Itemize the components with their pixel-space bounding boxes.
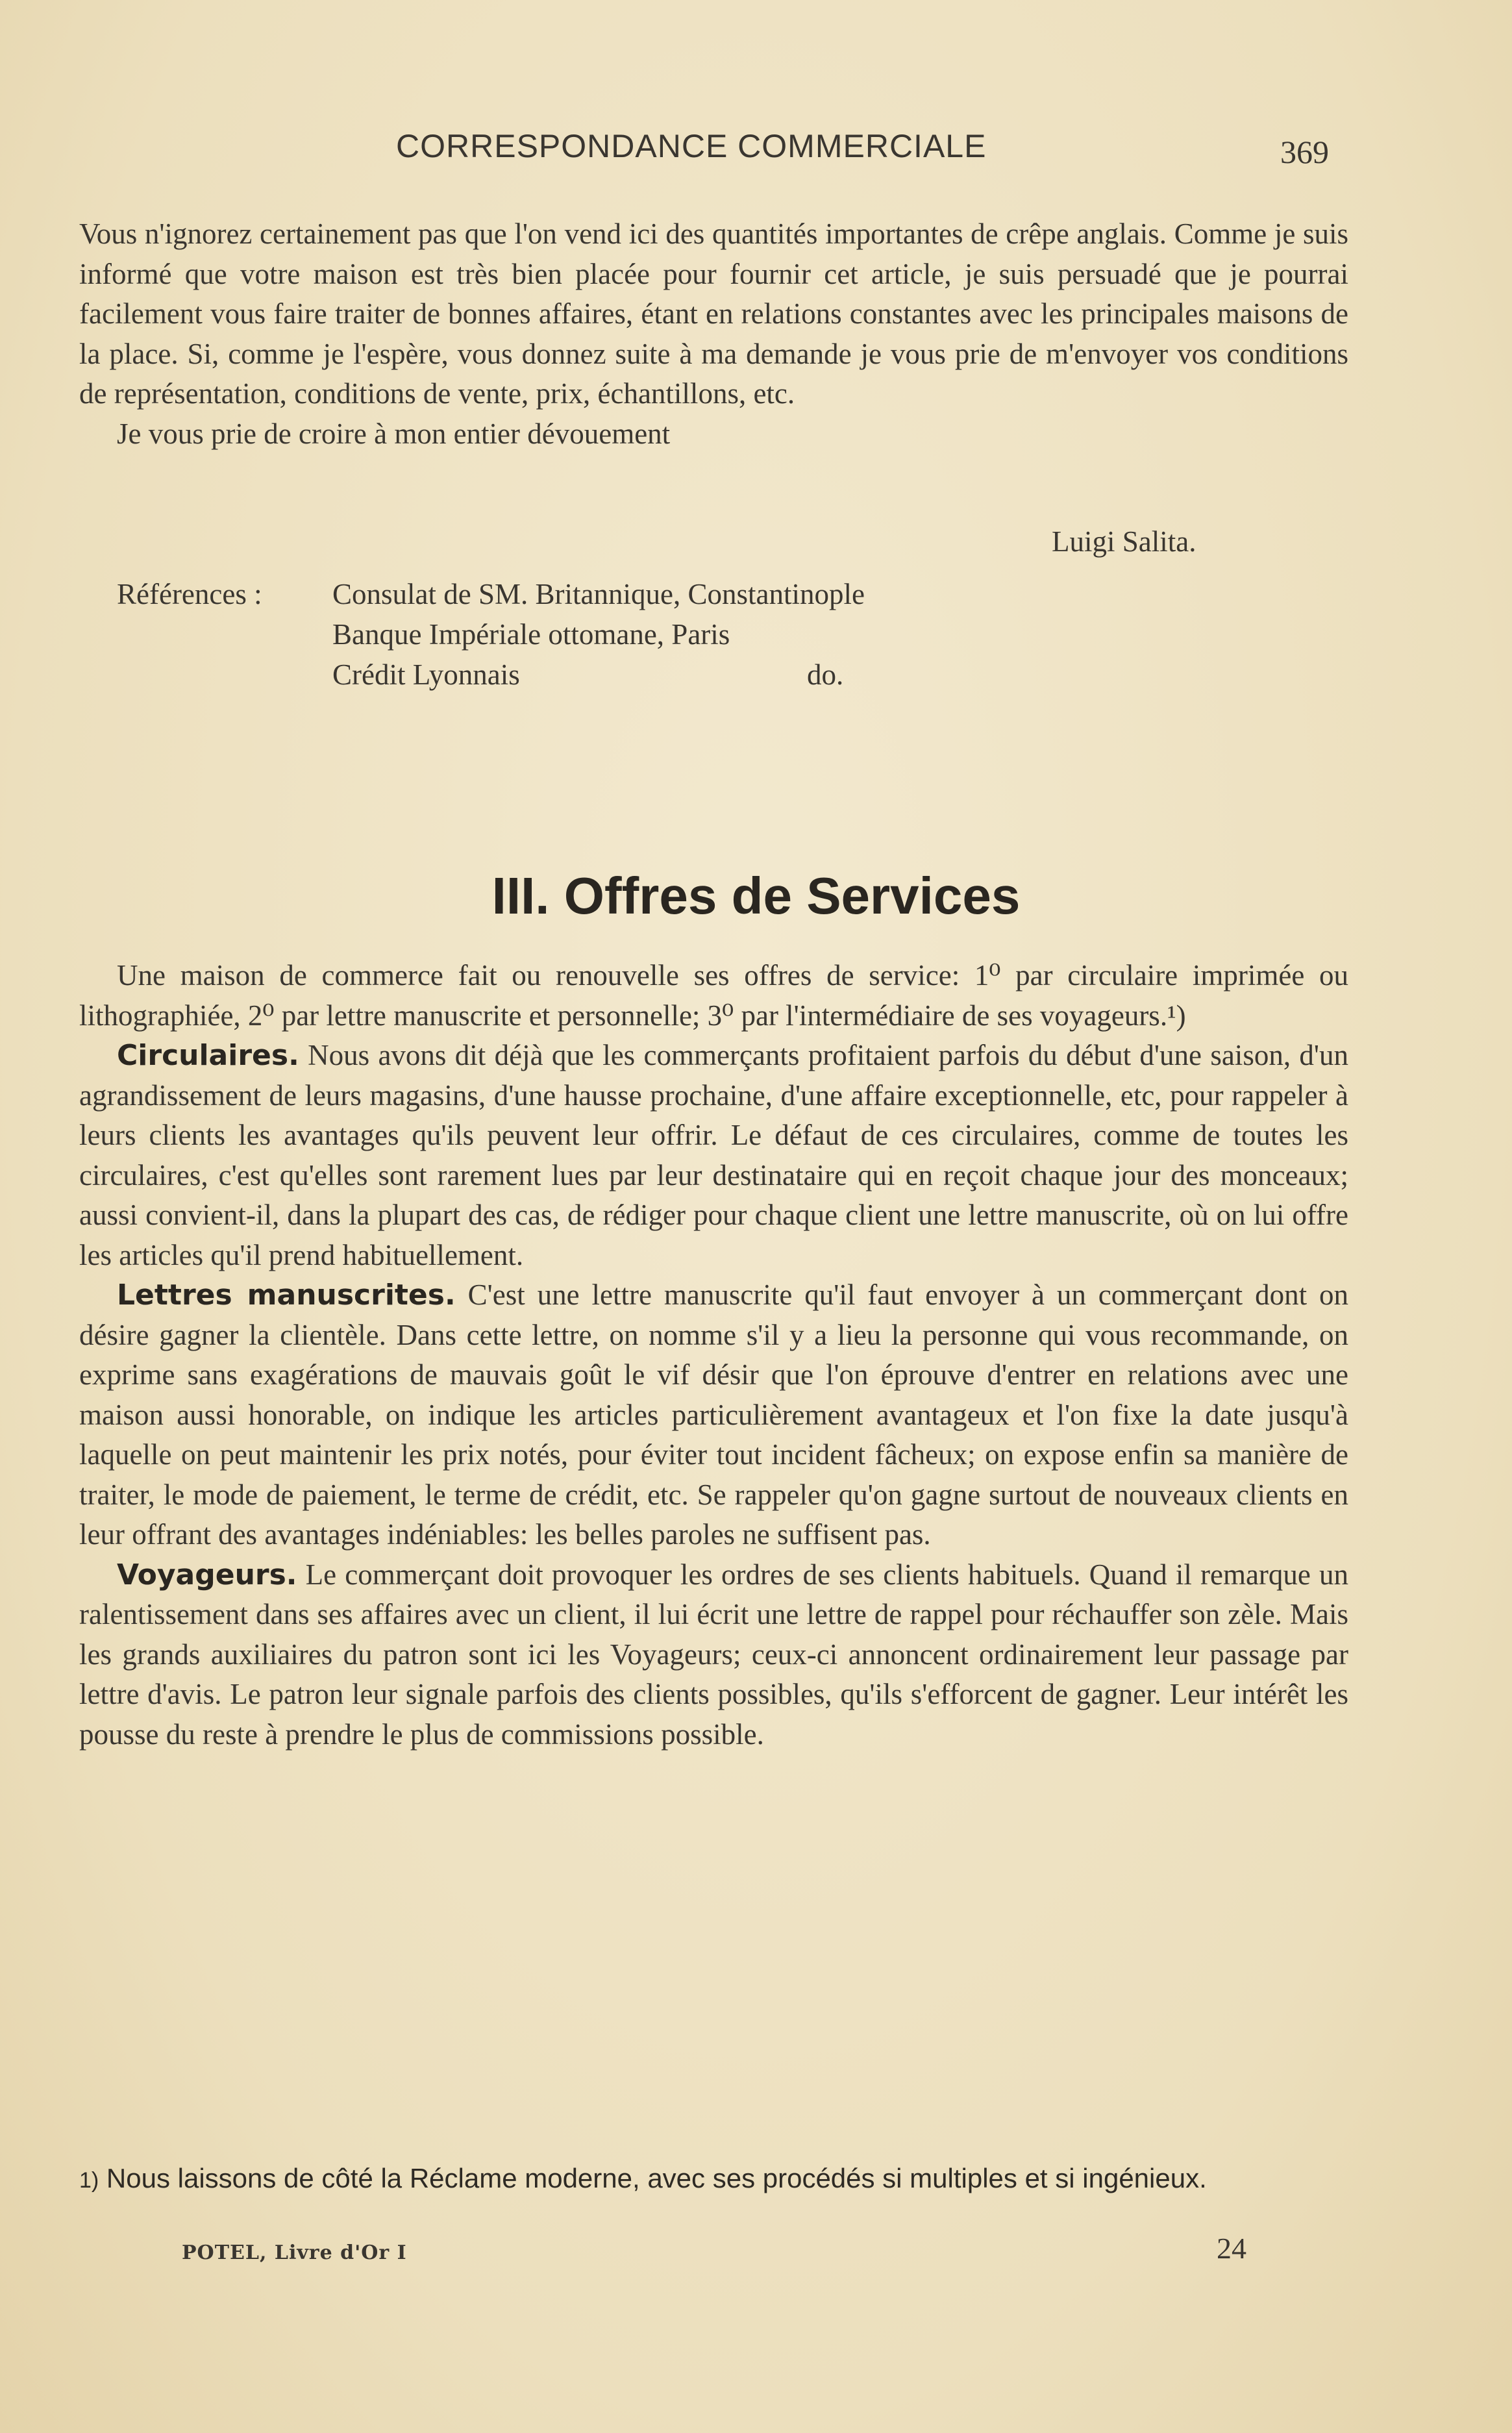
letter-signature: Luigi Salita. [1052, 525, 1196, 558]
paragraph-run-in-title: Circulaires. [117, 1039, 299, 1072]
section-paragraph [79, 1555, 1348, 1755]
letter-paragraph: Vous n'ignorez certainement pas que l'on vend ici des quantités importantes de crêpe anglais. Comme je suis informé que votre maison est très bien placée pour fournir cet article, je suis persuadé que je pourrai facilement vous faire traiter de bonnes affaires, étant en relations constantes avec les principales maisons de la place. Si, comme je l'espère, vous donnez suite à ma demande je vous prie de m'envoyer vos conditions de représentation, conditions de vente, prix, échantillons, etc. [79, 218, 1348, 410]
ditto-mark: do. [807, 658, 844, 691]
section-paragraph [79, 1036, 1348, 1275]
page-number: 369 [1280, 134, 1329, 170]
paragraph-run-in-title: Voyageurs. [117, 1558, 297, 1591]
section-body [79, 956, 1348, 1754]
section-paragraph [79, 1275, 1348, 1555]
references-label: Références : [117, 578, 262, 610]
footnote [79, 2160, 1348, 2199]
references-block [117, 574, 865, 695]
footnote-marker: 1) [79, 2168, 99, 2193]
reference-item: Banque Impériale ottomane, Paris [332, 618, 730, 651]
paragraph-text: Nous avons dit déjà que les commerçants profitaient parfois du début d'une saison, d'un agrandissement de leurs magasins, d'une hausse prochaine, d'une affaire exceptionnelle, etc, pour rappeler à leurs clients les avantages qu'ils peuvent leur offrir. Le défaut de ces circulaires, comme de toutes les circulaires, c'est qu'elles sont rarement lues par leur destinataire qui en reçoit chaque jour des monceaux; aussi convient-il, dans la plupart des cas, de rédiger pour chaque client une lettre manuscrite, où on lui offre les articles qu'il prend habituellement. [79, 1039, 1349, 1271]
letter-closing: Je vous prie de croire à mon entier dévouement [117, 417, 671, 450]
printer-signature-line: POTEL, Livre d'Or I [182, 2241, 407, 2264]
reference-item: Crédit Lyonnais [332, 658, 520, 691]
paragraph-text: Le commerçant doit provoquer les ordres de ses clients habituels. Quand il remarque un ralentissement dans ses affaires avec un client, il lui écrit une lettre de rappel pour réchauffer son zèle. Mais les grands auxiliaires du patron sont ici les Voyageurs; ceux-ci annoncent ordinairement leur passage par lettre d'avis. Le patron leur signale parfois des clients possibles, qu'ils s'efforcent de gagner. Leur intérêt les pousse du reste à prendre le plus de commissions possible. [79, 1558, 1348, 1751]
running-title: CORRESPONDANCE COMMERCIALE [396, 128, 987, 164]
reference-item: Consulat de SM. Britannique, Constantinople [332, 578, 865, 610]
letter-body [79, 214, 1348, 454]
footnote-text: Nous laissons de côté la Réclame moderne, avec ses procédés si multiples et si ingénieux. [106, 2163, 1207, 2193]
paragraph-text: C'est une lettre manuscrite qu'il faut envoyer à un commerçant dont on désire gagner la clientèle. Dans cette lettre, on nomme s'il y a lieu la personne qui vous recommande, on exprime sans exagérations de mauvais goût le vif désir que l'on éprouve d'entrer en relations avec une maison aussi honorable, on indique les articles particulièrement avantageux et l'on fixe la date jusqu'à laquelle on peut maintenir les prix notés, pour éviter tout incident fâcheux; on expose enfin sa manière de traiter, le mode de paiement, le terme de crédit, etc. Se rappeler qu'on gagne surtout de nouveaux clients en leur offrant des avantages indéniables: les belles paroles ne suffisent pas. [79, 1279, 1348, 1551]
sheet-number: 24 [1217, 2232, 1246, 2265]
paragraph-run-in-title: Lettres manuscrites. [117, 1279, 456, 1312]
section-intro: Une maison de commerce fait ou renouvelle ses offres de service: 1⁰ par circulaire imprimée ou lithographiée, 2⁰ par lettre manuscrite et personnelle; 3⁰ par l'intermédiaire de ses voyageurs.¹) [79, 959, 1348, 1032]
section-heading: III. Offres de Services [491, 867, 1021, 925]
